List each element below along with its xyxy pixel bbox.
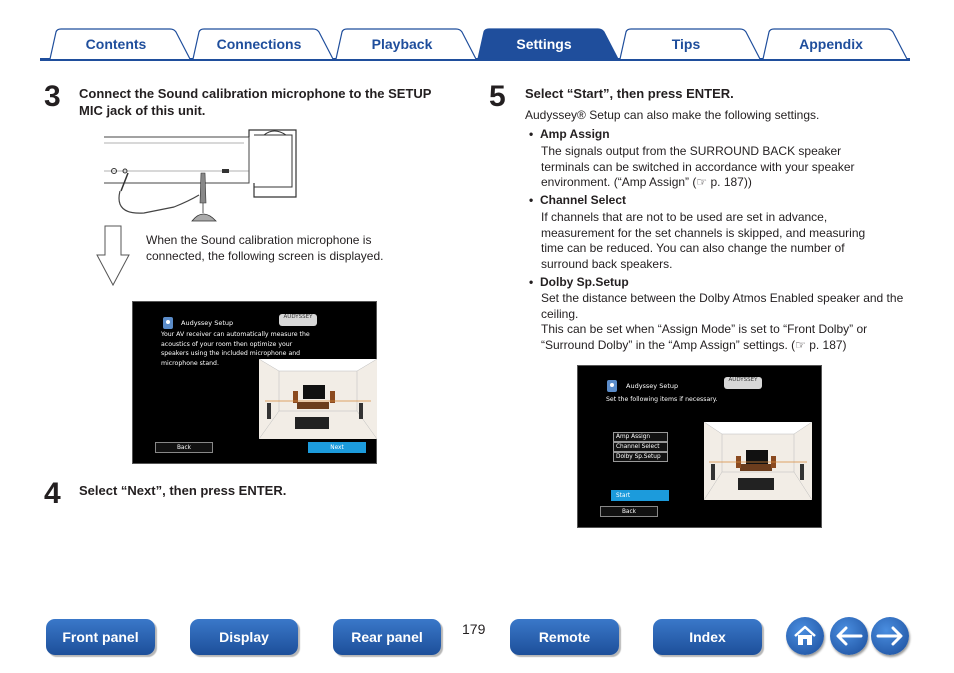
audyssey-logo: AUDYSSEY: [724, 377, 762, 389]
forward-page-button[interactable]: [871, 617, 909, 655]
nav-display-button[interactable]: Display: [190, 619, 298, 655]
tab-label: Appendix: [799, 35, 863, 52]
forward-arrow-icon: [876, 626, 904, 646]
nav-index-button[interactable]: Index: [653, 619, 762, 655]
item-dolby-sp-setup-text-1: Set the distance between the Dolby Atmos Enabled speaker and the ceiling.: [541, 291, 904, 321]
tab-playback[interactable]: [328, 28, 476, 59]
down-arrow-icon: [96, 225, 130, 287]
room-speaker-illustration: [259, 359, 377, 439]
step-3-number: 3: [44, 80, 60, 113]
nav-remote-button[interactable]: Remote: [510, 619, 619, 655]
back-button[interactable]: Back: [155, 442, 213, 453]
screen-body-text: Your AV receiver can automatically measure the acoustics of your room then optimize your speakers using the included microphone and microphone stand.: [161, 331, 310, 367]
setup-gear-icon: [607, 380, 617, 392]
step-4-number: 4: [44, 477, 60, 510]
receiver-microphone-illustration: [104, 125, 304, 235]
step-3-text: Connect the Sound calibration microphone to the SETUP MIC jack of this unit.: [79, 86, 432, 118]
screen-title: Audyssey Setup: [626, 382, 679, 390]
nav-front-panel-button[interactable]: Front panel: [46, 619, 155, 655]
tab-label: Settings: [516, 35, 572, 52]
top-tab-bar: [0, 0, 954, 64]
setup-gear-icon: [163, 317, 173, 329]
tab-tips[interactable]: [612, 28, 760, 59]
nav-rear-panel-button[interactable]: Rear panel: [333, 619, 441, 655]
back-page-button[interactable]: [830, 617, 868, 655]
settings-menu: [613, 432, 668, 464]
back-arrow-icon: [835, 626, 863, 646]
tab-label: Tips: [671, 35, 701, 52]
start-button[interactable]: Start: [611, 490, 669, 501]
audyssey-setup-screen-2: [577, 365, 822, 528]
tab-label: Connections: [216, 35, 302, 52]
audyssey-logo: AUDYSSEY: [279, 314, 317, 326]
step-5-intro: Audyssey® Setup can also make the following settings.: [525, 108, 820, 122]
item-channel-select-text: If channels that are not to be used are set in advance, measurement for the set channels is skipped, and measuring time can be reduced. You can also change the number of surround back speakers.: [541, 210, 866, 271]
audyssey-setup-screen: [132, 301, 377, 464]
tab-label: Playback: [371, 35, 433, 52]
menu-item-channel-select[interactable]: Channel Select: [613, 442, 668, 452]
home-button[interactable]: [786, 617, 824, 655]
room-speaker-illustration: [704, 422, 812, 500]
item-amp-assign-text: The signals output from the SURROUND BACK speaker terminals can be switched in accordance with your speaker environment. (“Amp Assign” (☞ p. 187)): [541, 144, 855, 190]
next-button[interactable]: Next: [308, 442, 366, 453]
tab-settings[interactable]: [470, 28, 618, 59]
item-channel-select-title: • Channel Select: [540, 193, 626, 207]
tab-contents[interactable]: [42, 28, 190, 59]
item-dolby-sp-setup-text-2: This can be set when “Assign Mode” is set to “Front Dolby” or “Surround Dolby” in the “Amp Assign” settings. (☞ p. 187): [541, 322, 868, 352]
back-button[interactable]: Back: [600, 506, 658, 517]
step-5-text: Select “Start”, then press ENTER.: [525, 86, 734, 101]
screen-title: Audyssey Setup: [181, 319, 234, 327]
page-number: 179: [462, 621, 486, 637]
tab-connections[interactable]: [185, 28, 333, 59]
menu-item-dolby-sp-setup[interactable]: Dolby Sp.Setup: [613, 452, 668, 462]
home-icon: [792, 624, 818, 648]
item-dolby-sp-setup-title: • Dolby Sp.Setup: [540, 275, 629, 289]
screen-subtitle: Set the following items if necessary.: [606, 396, 718, 403]
tab-appendix[interactable]: [755, 28, 907, 59]
step-3-caption: When the Sound calibration microphone is connected, the following screen is displayed.: [146, 233, 384, 263]
menu-item-amp-assign[interactable]: Amp Assign: [613, 432, 668, 442]
tab-label: Contents: [85, 35, 147, 52]
step-5-number: 5: [489, 80, 505, 113]
step-4-text: Select “Next”, then press ENTER.: [79, 483, 287, 498]
item-amp-assign-title: • Amp Assign: [540, 127, 610, 141]
